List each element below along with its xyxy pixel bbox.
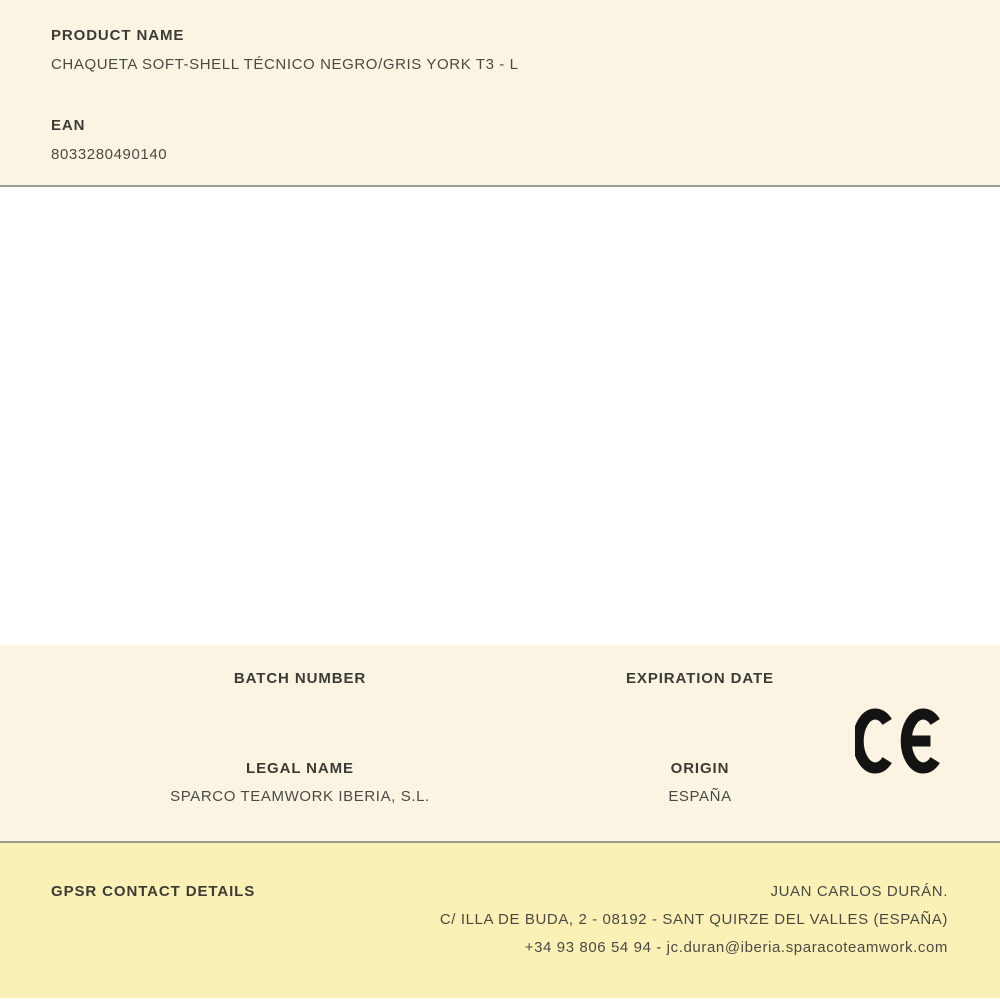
legal-name-label: LEGAL NAME bbox=[246, 760, 354, 777]
contact-address: C/ ILLA DE BUDA, 2 - 08192 - SANT QUIRZE DEL VALLES (ESPAÑA) bbox=[439, 911, 948, 928]
ean-value: 8033280490140 bbox=[51, 146, 168, 163]
gpsr-contact-lines bbox=[255, 878, 948, 962]
batch-number-value bbox=[100, 698, 500, 715]
product-section bbox=[0, 0, 1000, 187]
origin-label: ORIGIN bbox=[670, 760, 730, 777]
expiration-date-label: EXPIRATION DATE bbox=[626, 670, 774, 687]
details-right-column bbox=[500, 670, 900, 805]
blank-area bbox=[0, 187, 1000, 645]
ce-mark-icon bbox=[855, 707, 945, 775]
contact-phone-email: +34 93 806 54 94 - jc.duran@iberia.sparacoteamwork.com bbox=[524, 939, 948, 956]
contact-person: JUAN CARLOS DURÁN. bbox=[770, 883, 948, 900]
ean-label: EAN bbox=[51, 117, 86, 134]
product-name-label: PRODUCT NAME bbox=[51, 27, 185, 44]
origin-value: ESPAÑA bbox=[668, 788, 732, 805]
expiration-date-value bbox=[500, 698, 900, 715]
gpsr-contact-label: GPSR CONTACT DETAILS bbox=[51, 883, 256, 900]
batch-number-label: BATCH NUMBER bbox=[233, 670, 367, 687]
details-section bbox=[0, 645, 1000, 843]
legal-name-value: SPARCO TEAMWORK IBERIA, S.L. bbox=[170, 788, 430, 805]
gpsr-contact-section bbox=[0, 843, 1000, 998]
product-name-value: CHAQUETA SOFT-SHELL TÉCNICO NEGRO/GRIS YORK T3 - L bbox=[51, 56, 519, 73]
details-left-column bbox=[100, 670, 500, 805]
